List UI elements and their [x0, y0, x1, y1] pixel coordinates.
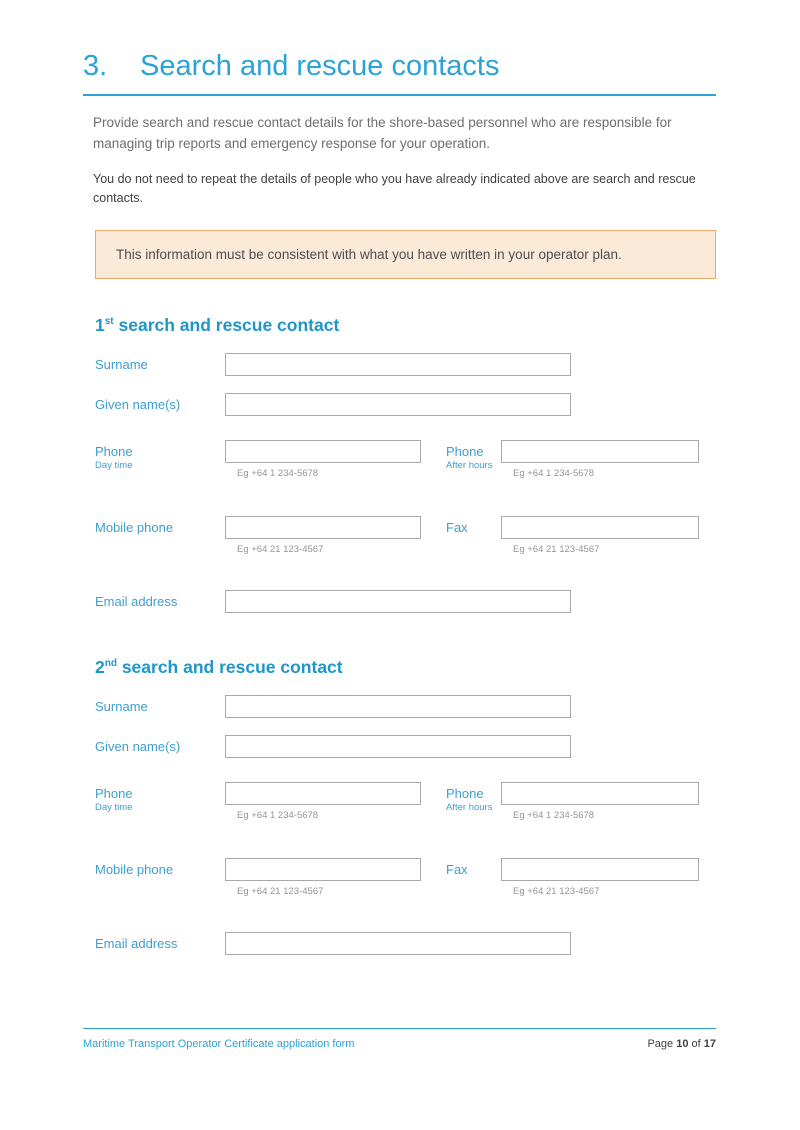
contact-section-2: [83, 657, 716, 955]
contact-1-email-input[interactable]: [225, 590, 571, 613]
contact-2-phone-after-label: Phone After hours: [446, 782, 501, 813]
contact-1-mobile-phone-input[interactable]: [225, 516, 421, 539]
contact-2-fax-input[interactable]: [501, 858, 699, 881]
contact-2-phone-day-sublabel: Day time: [95, 802, 133, 814]
contact-2-phone-after-sublabel: After hours: [446, 802, 493, 814]
section-number: 3.: [83, 50, 108, 82]
contact-2-email-label: Email address: [95, 936, 178, 952]
contact-1-surname-row: [95, 353, 716, 376]
contact-1-mobile-row: [95, 516, 716, 555]
contact-2-surname-row: [95, 695, 716, 718]
contact-1-phone-afterhours-input[interactable]: [501, 440, 699, 463]
contact-1-fax-hint: Eg +64 21 123-4567: [513, 544, 600, 556]
contact-2-surname-label: Surname: [95, 699, 148, 715]
contact-2-phone-day-label: Phone Day time: [95, 782, 225, 813]
contact-1-email-label: Email address: [95, 594, 178, 610]
contact-1-mobile-label: Mobile phone: [95, 520, 174, 536]
contact-2-fax-hint: Eg +64 21 123-4567: [513, 886, 600, 898]
footer-divider: [83, 1028, 716, 1029]
contact-2-mobile-hint: Eg +64 21 123-4567: [237, 886, 324, 898]
contact-1-phone-row: [95, 440, 716, 479]
contact-1-phone-daytime-hint: Eg +64 1 234-5678: [237, 468, 319, 480]
footer-page-total: 17: [703, 1038, 716, 1050]
contact-2-phone-daytime-input[interactable]: [225, 782, 421, 805]
contact-2-given-names-label: Given name(s): [95, 739, 181, 755]
contact-1-phone-afterhours-hint: Eg +64 1 234-5678: [513, 468, 595, 480]
contact-2-heading-number: 2: [95, 657, 105, 678]
contact-2-phone-afterhours-input[interactable]: [501, 782, 699, 805]
intro-paragraph: Provide search and rescue contact details for the shore-based personnel who are responsible for managing trip reports and emergency response for your operation.: [93, 115, 672, 151]
contact-1-phone-day-sublabel: Day time: [95, 460, 133, 472]
contact-2-mobile-phone-input[interactable]: [225, 858, 421, 881]
contact-1-surname-input[interactable]: [225, 353, 571, 376]
contact-2-fax-label: Fax: [446, 862, 468, 878]
contact-1-email-row: [95, 590, 716, 613]
contact-2-phone-daytime-hint: Eg +64 1 234-5678: [237, 810, 319, 822]
contact-1-phone-day-label: Phone Day time: [95, 440, 225, 471]
notice-box: [95, 230, 716, 279]
contact-2-heading-ordinal: nd: [104, 658, 117, 670]
contact-1-given-names-input[interactable]: [225, 393, 571, 416]
contact-2-email-input[interactable]: [225, 932, 571, 955]
contact-section-1: [83, 315, 716, 613]
contact-2-phone-row: [95, 782, 716, 821]
page-footer: [83, 1028, 716, 1050]
contact-2-given-names-row: [95, 735, 716, 758]
contact-2-mobile-label: Mobile phone: [95, 862, 174, 878]
contact-1-mobile-hint: Eg +64 21 123-4567: [237, 544, 324, 556]
contact-1-heading: [95, 315, 716, 336]
contact-2-phone-afterhours-hint: Eg +64 1 234-5678: [513, 810, 595, 822]
contact-2-email-row: [95, 932, 716, 955]
form-page: [83, 0, 716, 1130]
contact-2-heading: [95, 657, 716, 678]
contact-2-mobile-row: [95, 858, 716, 897]
contact-1-fax-label: Fax: [446, 520, 468, 536]
contact-1-heading-text: search and rescue contact: [113, 315, 340, 336]
contact-1-phone-after-sublabel: After hours: [446, 460, 493, 472]
contact-1-phone-after-label: Phone After hours: [446, 440, 501, 471]
contact-2-surname-input[interactable]: [225, 695, 571, 718]
footer-page-number: 10: [676, 1038, 689, 1050]
contact-1-fax-input[interactable]: [501, 516, 699, 539]
contact-2-heading-text: search and rescue contact: [116, 657, 343, 678]
title-divider: [83, 94, 716, 96]
contact-1-heading-ordinal: st: [104, 316, 114, 328]
section-title-text: Search and rescue contacts: [140, 50, 500, 82]
contact-1-given-names-row: [95, 393, 716, 416]
page-title: [83, 50, 716, 83]
contact-1-given-names-label: Given name(s): [95, 397, 181, 413]
notice-text: This information must be consistent with what you have written in your operator plan.: [116, 247, 622, 263]
footer-document-title: Maritime Transport Operator Certificate application form: [83, 1038, 355, 1050]
contact-1-phone-daytime-input[interactable]: [225, 440, 421, 463]
note-paragraph: You do not need to repeat the details of people who you have already indicated above are search and rescue contacts.: [93, 171, 696, 205]
contact-2-given-names-input[interactable]: [225, 735, 571, 758]
contact-1-heading-number: 1: [95, 315, 105, 336]
contact-1-surname-label: Surname: [95, 357, 148, 373]
footer-page-indicator: Page 10 of 17: [647, 1038, 716, 1050]
